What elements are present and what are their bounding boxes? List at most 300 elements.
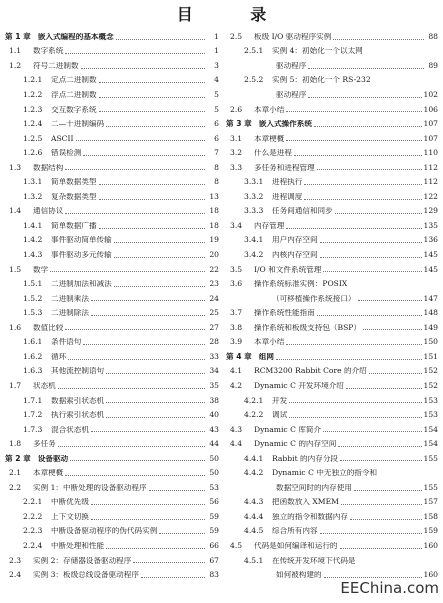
toc-entry-title: I/O 和文件系统管理 [254, 265, 322, 274]
toc-entry[interactable] [5, 318, 219, 333]
toc-dot-leader [340, 460, 421, 461]
toc-chapter-entry[interactable] [226, 347, 438, 362]
toc-dot-leader [346, 388, 422, 389]
toc-entry[interactable] [5, 551, 219, 566]
toc-entry[interactable] [226, 463, 438, 478]
toc-entry-number: 4.4.4 [244, 511, 264, 521]
toc-page-number: 112 [423, 177, 438, 187]
toc-entry-number: 2.5.1 [244, 46, 264, 56]
toc-entry-title: 调试 [272, 411, 288, 420]
toc-entry[interactable] [5, 362, 219, 377]
toc-page-number: 50 [209, 468, 219, 478]
toc-entry-number: 2.6 [230, 104, 243, 114]
toc-page-number: 28 [209, 337, 219, 347]
toc-page-number: 38 [209, 395, 219, 405]
toc-left-column [5, 27, 219, 580]
toc-page-number: 22 [209, 264, 219, 274]
toc-entry[interactable] [5, 522, 219, 537]
toc-entry-number: 1.7.1 [23, 395, 43, 405]
toc-page-number: 152 [423, 366, 438, 376]
toc-entry[interactable] [5, 507, 219, 522]
toc-dot-leader [65, 53, 205, 54]
toc-entry-number: 4.2.1 [244, 395, 264, 405]
toc-dot-leader [363, 329, 421, 330]
toc-entry-title: 定点二进制数 [51, 76, 97, 85]
toc-dot-leader [308, 68, 424, 69]
toc-entry-title: 上下文切换 [51, 512, 89, 521]
toc-dot-leader [76, 140, 206, 141]
toc-entry-title: 把函数放入 XMEM [272, 498, 339, 507]
toc-entry[interactable] [226, 507, 438, 522]
toc-dot-leader [65, 475, 205, 476]
toc-entry-number: 2.3 [9, 555, 22, 565]
toc-page-number: 159 [423, 526, 438, 536]
toc-dot-leader [289, 417, 421, 418]
toc-entry[interactable] [226, 420, 438, 435]
toc-dot-leader [289, 402, 421, 403]
toc-entry-title: 简单数据广播 [51, 221, 97, 230]
toc-page-number: 8 [214, 177, 219, 187]
toc-entry-title: Dynamic C 中无独立的指令和 [272, 469, 378, 478]
toc-entry-number: 1.7.3 [23, 424, 43, 434]
toc-entry-number: 第 2 章 [5, 453, 31, 463]
toc-page-number: 150 [423, 337, 438, 347]
toc-entry-number: 1.3.1 [23, 177, 43, 187]
toc-entry[interactable] [226, 478, 438, 493]
toc-page-number: 110 [423, 148, 438, 158]
toc-entry-title: 独立的指令和数据内存 [272, 512, 348, 521]
toc-entry-number: 4.5.1 [244, 555, 264, 565]
toc-page-number: 155 [423, 453, 438, 463]
toc-entry-title: Rabbit 的内存分段 [272, 454, 339, 463]
toc-page-number: 153 [423, 410, 438, 420]
toc-entry-title: 循环 [51, 352, 67, 361]
toc-entry-number: 3.9 [230, 337, 243, 347]
toc-entry-number: 4.4.2 [244, 468, 264, 478]
toc-entry[interactable] [226, 158, 438, 173]
toc-entry-number: 3.4 [230, 220, 243, 230]
toc-entry-title: 驱动程序 [276, 91, 307, 100]
toc-page-number: 1 [214, 31, 219, 41]
toc-dot-leader [58, 388, 205, 389]
toc-entry-number: 1.4.3 [23, 250, 43, 260]
toc-entry[interactable] [5, 245, 219, 260]
toc-entry-number: 3.4.2 [244, 250, 264, 260]
toc-entry-title: 本章梗概 [33, 469, 64, 478]
toc-entry-number: 4.4.3 [244, 497, 264, 507]
toc-page-number: 145 [423, 264, 438, 274]
toc-entry[interactable] [5, 42, 219, 57]
toc-entry-number: 1.6.1 [23, 337, 43, 347]
toc-entry-number: 1.2.2 [23, 90, 43, 100]
toc-dot-leader [304, 199, 421, 200]
toc-page-number: 13 [209, 191, 219, 201]
toc-entry-number: 第 4 章 [226, 351, 252, 361]
toc-entry-number: 1.3.2 [23, 191, 43, 201]
toc-entry-title: 数字系统 [33, 47, 64, 56]
toc-entry-number: 2.2.2 [23, 511, 43, 521]
toc-entry-number: 2.2.1 [23, 497, 43, 507]
toc-entry-number: 3.6 [230, 279, 243, 289]
toc-entry[interactable] [5, 434, 219, 449]
toc-entry-number: 4.2 [230, 380, 243, 390]
toc-entry-number: 1.2.1 [23, 75, 43, 85]
toc-entry[interactable] [226, 332, 438, 347]
toc-entry[interactable] [5, 172, 219, 187]
toc-entry-title: 实例 3：板级总线设备驱动程序 [33, 571, 139, 580]
toc-entry[interactable] [5, 405, 219, 420]
toc-page-number: 4 [214, 75, 219, 85]
toc-entry-title: RCM3200 Rabbit Core 的介绍 [254, 367, 367, 376]
toc-page-number: 160 [423, 570, 438, 580]
toc-entry-title: 条件语句 [51, 338, 82, 347]
toc-entry[interactable] [226, 143, 438, 158]
toc-dot-leader [320, 257, 422, 258]
toc-entry-title: 操作系统和板级支持包（BSP） [254, 323, 362, 332]
toc-dot-leader [320, 242, 422, 243]
toc-entry[interactable] [226, 216, 438, 231]
toc-entry[interactable] [226, 551, 438, 566]
toc-entry-number: 3.3 [230, 162, 243, 172]
toc-entry[interactable] [226, 434, 438, 449]
toc-page-number: 7 [214, 148, 219, 158]
toc-entry[interactable] [5, 536, 219, 551]
toc-entry[interactable] [226, 376, 438, 391]
toc-dot-leader [91, 315, 205, 316]
toc-dot-leader [286, 344, 421, 345]
toc-entry-title: 板级 I/O 驱动程序实例 [254, 32, 332, 41]
toc-page-number: 53 [209, 482, 219, 492]
toc-dot-leader [68, 359, 205, 360]
toc-page-number: 20 [209, 250, 219, 260]
toc-dot-leader [106, 417, 205, 418]
toc-page-number: 18 [209, 206, 219, 216]
toc-entry[interactable] [5, 216, 219, 231]
toc-dot-leader [159, 533, 205, 534]
toc-entry[interactable] [226, 449, 438, 464]
toc-chapter-entry[interactable] [226, 114, 438, 129]
toc-entry[interactable] [5, 391, 219, 406]
toc-entry-number: 4.3 [230, 424, 243, 434]
toc-entry-title: Dynamic C 的内存空间 [254, 440, 337, 449]
toc-entry-title: 操作系统性能指南 [254, 309, 315, 318]
toc-entry-title: 二进制乘法 [51, 294, 89, 303]
toc-entry-title: 数据索引状态机 [51, 396, 105, 405]
toc-page-number: 33 [209, 351, 219, 361]
toc-entry-number: 4.2.2 [244, 410, 264, 420]
toc-dot-leader [65, 329, 205, 330]
toc-dot-leader [106, 402, 205, 403]
toc-entry-title: 混合状态机 [51, 425, 89, 434]
toc-entry[interactable] [226, 362, 438, 377]
toc-entry-title: 数据结构 [33, 163, 64, 172]
toc-page-number: 1 [214, 46, 219, 56]
toc-dot-leader [317, 315, 422, 316]
toc-entry[interactable] [5, 463, 219, 478]
toc-entry[interactable] [5, 565, 219, 580]
toc-entry[interactable] [226, 71, 438, 86]
toc-page-number: 25 [209, 308, 219, 318]
toc-dot-leader [324, 577, 422, 578]
toc-entry[interactable] [5, 114, 219, 129]
toc-dot-leader [91, 431, 205, 432]
toc-entry-title: ASCII [51, 134, 74, 143]
toc-entry-title: 简单数据类型 [51, 178, 97, 187]
toc-entry-title: 嵌入式操作系统 [258, 120, 312, 129]
toc-entry-title: 实例 2：存储器设备驱动程序 [33, 556, 132, 565]
toc-entry-title: 如何被构建的 [276, 571, 322, 580]
toc-entry[interactable] [226, 274, 438, 289]
toc-entry-number: 1.7.2 [23, 410, 43, 420]
toc-entry[interactable] [5, 303, 219, 318]
toc-dot-leader [323, 271, 421, 272]
toc-entry-number: 4.4.5 [244, 526, 264, 536]
toc-entry-number: 1.6.2 [23, 351, 43, 361]
toc-entry[interactable] [226, 202, 438, 217]
toc-entry-title: 符号二进制数 [33, 61, 79, 70]
toc-entry[interactable] [5, 100, 219, 115]
toc-dot-leader [317, 169, 422, 170]
toc-entry[interactable] [5, 274, 219, 289]
toc-entry-number: 1.6.3 [23, 366, 43, 376]
toc-dot-leader [323, 431, 421, 432]
toc-entry-number: 1.6 [9, 322, 22, 332]
toc-entry-number: 3.3.1 [244, 177, 264, 187]
toc-entry-number: 3.3.2 [244, 191, 264, 201]
toc-dot-leader [58, 446, 205, 447]
toc-entry[interactable] [226, 493, 438, 508]
toc-entry[interactable] [226, 100, 438, 115]
toc-entry[interactable] [226, 231, 438, 246]
toc-entry[interactable] [226, 303, 438, 318]
toc-entry-number: 3.3.3 [244, 206, 264, 216]
toc-dot-leader [333, 39, 424, 40]
toc-page-number: 136 [423, 235, 438, 245]
toc-dot-leader [350, 519, 422, 520]
toc-dot-leader [308, 97, 421, 98]
toc-entry-number: 1.1 [9, 46, 22, 56]
toc-page-number: 19 [209, 235, 219, 245]
toc-entry-number: 1.2 [9, 60, 22, 70]
toc-page-number: 160 [423, 540, 438, 550]
toc-entry-title: 内核内存空间 [272, 251, 318, 260]
toc-entry[interactable] [5, 187, 219, 202]
toc-entry-number: 第 1 章 [5, 31, 31, 41]
toc-entry-title: 多任务 [33, 440, 56, 449]
toc-entry-number: 3.7 [230, 308, 243, 318]
toc-entry-title: 进程执行 [272, 178, 303, 187]
toc-entry-number: 1.2.5 [23, 133, 43, 143]
toc-page-number: 35 [209, 380, 219, 390]
toc-entry[interactable] [5, 56, 219, 71]
toc-entry-title: 什么是进程 [254, 149, 292, 158]
toc-chapter-entry[interactable] [5, 27, 219, 42]
toc-entry-number: 4.1 [230, 366, 243, 376]
toc-entry-title: 通信协议 [33, 207, 64, 216]
toc-dot-leader [340, 548, 422, 549]
toc-entry-title: （可移植操作系统接口） [272, 294, 356, 303]
toc-entry-title: 设备驱动 [37, 454, 69, 463]
toc-entry-title: 嵌入式编程的基本概念 [37, 32, 114, 41]
toc-entry-number: 3.8 [230, 322, 243, 332]
toc-right-column [226, 27, 438, 580]
toc-entry-number: 3.2 [230, 148, 243, 158]
toc-dot-leader [141, 577, 205, 578]
toc-entry[interactable] [5, 158, 219, 173]
toc-page-number: 145 [423, 250, 438, 260]
toc-page-number: 56 [209, 497, 219, 507]
toc-dot-leader [106, 373, 205, 374]
toc-dot-leader [286, 111, 421, 112]
toc-dot-leader [81, 68, 205, 69]
toc-entry-title: 代码是如何编译和运行的 [254, 541, 338, 550]
toc-dot-leader [70, 460, 205, 461]
toc-entry-title: 其他流控制语句 [51, 367, 105, 376]
toc-entry-title: 实例 1：中断处理的设备驱动程序 [33, 483, 147, 492]
toc-entry-number: 1.2.6 [23, 148, 43, 158]
toc-entry-number: 1.7 [9, 380, 22, 390]
toc-dot-leader [99, 82, 205, 83]
toc-entry[interactable] [5, 143, 219, 158]
toc-entry[interactable] [5, 231, 219, 246]
toc-entry-title: 错误检测 [51, 149, 82, 158]
toc-entry[interactable] [226, 187, 438, 202]
toc-entry-number: 2.5.2 [244, 75, 264, 85]
toc-entry-number: 4.5 [230, 540, 243, 550]
toc-entry-title: 中断优先级 [51, 498, 89, 507]
toc-dot-leader [114, 286, 205, 287]
toc-entry[interactable] [226, 565, 438, 580]
toc-entry[interactable] [226, 289, 438, 304]
toc-dot-leader [114, 257, 205, 258]
toc-page-number: 43 [209, 424, 219, 434]
toc-page-number: 6 [214, 119, 219, 129]
toc-entry[interactable] [226, 391, 438, 406]
toc-page-number: 34 [209, 366, 219, 376]
toc-entry-title: 复杂数据类型 [51, 192, 97, 201]
toc-dot-leader [91, 519, 205, 520]
toc-entry-title: 二进制除法 [51, 309, 89, 318]
toc-entry[interactable] [5, 332, 219, 347]
toc-entry[interactable] [226, 405, 438, 420]
toc-chapter-entry[interactable] [5, 449, 219, 464]
toc-entry-number: 4.4 [230, 439, 243, 449]
toc-entry[interactable] [5, 260, 219, 275]
toc-entry[interactable] [226, 318, 438, 333]
toc-entry-title: Dynamic C 开发环境介绍 [254, 381, 344, 390]
toc-entry[interactable] [226, 245, 438, 260]
toc-page-number: 59 [209, 511, 219, 521]
toc-dot-leader [99, 111, 205, 112]
toc-page-number: 149 [423, 322, 438, 332]
toc-dot-leader [286, 228, 421, 229]
toc-entry-title: 二—十进制编码 [51, 120, 105, 129]
toc-page-number: 106 [423, 104, 438, 114]
toc-entry[interactable] [226, 260, 438, 275]
toc-entry-title: 中断设备驱动程序的伪代码实例 [51, 527, 158, 536]
toc-dot-leader [341, 504, 422, 505]
toc-page-number: 5 [214, 104, 219, 114]
toc-entry-title: 实例 5：初始化一个 RS-232 [272, 76, 371, 85]
toc-page-number: 66 [209, 540, 219, 550]
toc-entry-title: 实例 4：初始化一个以太网 [272, 47, 363, 56]
toc-entry-title: 数值比较 [33, 323, 64, 332]
toc-dot-leader [65, 169, 205, 170]
toc-entry-number: 3.1 [230, 133, 243, 143]
toc-entry[interactable] [5, 129, 219, 144]
toc-entry[interactable] [5, 376, 219, 391]
toc-entry[interactable] [5, 347, 219, 362]
toc-entry[interactable] [226, 172, 438, 187]
toc-page-number: 135 [423, 220, 438, 230]
toc-entry-title: 进程调度 [272, 192, 303, 201]
toc-entry-title: Dynamic C 库简介 [254, 425, 322, 434]
toc-page-number: 88 [428, 31, 438, 41]
toc-entry[interactable] [5, 478, 219, 493]
toc-entry-title: 在传统开发环境下代码是 [272, 556, 356, 565]
toc-page-number: 122 [423, 191, 438, 201]
toc-entry[interactable] [226, 56, 438, 71]
toc-entry[interactable] [226, 536, 438, 551]
toc-dot-leader [304, 184, 421, 185]
toc-page-number: 152 [423, 380, 438, 390]
toc-entry-number: 1.3 [9, 162, 22, 172]
toc-entry-number: 3.4.1 [244, 235, 264, 245]
toc-entry-number: 2.1 [9, 468, 22, 478]
toc-entry[interactable] [5, 202, 219, 217]
toc-dot-leader [106, 548, 205, 549]
toc-page-number: 151 [423, 351, 438, 361]
toc-dot-leader [320, 533, 422, 534]
watermark: EEChina.com [340, 579, 439, 597]
toc-entry[interactable] [226, 522, 438, 537]
toc-page-number: 8 [214, 162, 219, 172]
toc-entry-number: 1.2.3 [23, 104, 43, 114]
toc-page-number: 102 [423, 90, 438, 100]
toc-entry-number: 1.5.3 [23, 308, 43, 318]
toc-entry-title: 交互数字系统 [51, 105, 97, 114]
toc-dot-leader [83, 344, 205, 345]
toc-entry[interactable] [226, 85, 438, 100]
toc-entry[interactable] [5, 85, 219, 100]
toc-dot-leader [106, 126, 205, 127]
toc-dot-leader [114, 242, 205, 243]
toc-page-number: 3 [214, 60, 219, 70]
toc-entry[interactable] [226, 27, 438, 42]
toc-page-number: 18 [209, 220, 219, 230]
toc-entry[interactable] [5, 71, 219, 86]
toc-entry-number: 2.4 [9, 570, 22, 580]
toc-dot-leader [99, 97, 205, 98]
toc-entry-number: 3.5 [230, 264, 243, 274]
toc-entry[interactable] [5, 493, 219, 508]
toc-page-number: 158 [423, 511, 438, 521]
toc-entry-title: 综合所有内容 [272, 527, 318, 536]
toc-entry-number: 2.2.4 [23, 540, 43, 550]
toc-entry[interactable] [226, 129, 438, 144]
toc-entry[interactable] [5, 420, 219, 435]
toc-dot-leader [354, 490, 422, 491]
toc-page-number: 89 [428, 60, 438, 70]
toc-dot-leader [133, 562, 205, 563]
toc-entry[interactable] [226, 42, 438, 57]
toc-page-number: 155 [423, 482, 438, 492]
toc-entry-title: 内存管理 [254, 221, 285, 230]
toc-page-number: 107 [423, 119, 438, 129]
toc-dot-leader [99, 199, 205, 200]
toc-entry[interactable] [5, 289, 219, 304]
toc-page-number: 107 [423, 133, 438, 143]
